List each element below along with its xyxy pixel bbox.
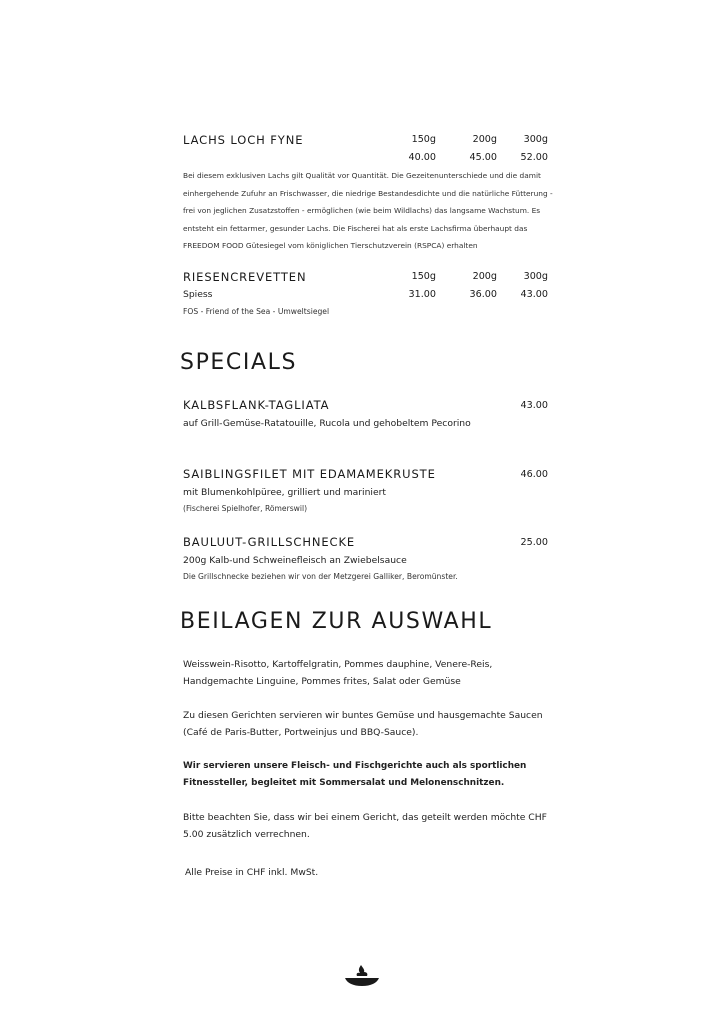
sides-paragraph-vat: Alle Preise in CHF inkl. MwSt. [185,867,319,878]
price-300g: 52.00 [520,152,548,163]
sides-paragraph-options: Weisswein-Risotto, Kartoffelgratin, Pommes dauphine, Venere-Reis, Handgemachte Linguine, Pommes frites, Salat oder Gemüse [183,659,493,687]
item-title-lachs: LACHS LOCH FYNE [183,133,304,147]
item-price-grillschnecke: 25.00 [520,537,548,548]
item-title-crevetten: RIESENCREVETTEN [183,270,307,284]
price-300g: 43.00 [520,289,548,300]
price-200g: 45.00 [469,152,497,163]
section-heading-specials: SPECIALS [180,350,298,375]
sides-paragraph-sharing: Bitte beachten Sie, dass wir bei einem Gericht, das geteilt werden möchte CHF 5.00 zusätzlich verrechnen. [183,812,547,840]
item-note-grillschnecke: Die Grillschnecke beziehen wir von der Metzgerei Galliker, Beromünster. [183,572,458,581]
price-200g: 36.00 [469,289,497,300]
item-note-saiblingsfilet: (Fischerei Spielhofer, Römerswil) [183,504,308,513]
size-200g: 200g [472,134,497,145]
sides-paragraph-sauces: Zu diesen Gerichten servieren wir buntes Gemüse und hausgemachte Saucen (Café de Paris-Butter, Portweinjus und BBQ-Sauce). [183,710,543,738]
item-note-crevetten: FOS - Friend of the Sea - Umweltsiegel [183,307,330,316]
item-title-saiblingsfilet: SAIBLINGSFILET MIT EDAMAMEKRUSTE [183,467,436,481]
item-title-grillschnecke: BAULUUT-GRILLSCHNECKE [183,535,356,549]
item-title-kalbsflank: KALBSFLANK-TAGLIATA [183,398,330,412]
item-price-saiblingsfilet: 46.00 [520,469,548,480]
size-300g: 300g [523,271,548,282]
item-subtitle-crevetten: Spiess [183,289,213,300]
flame-bowl-icon [344,962,380,988]
size-300g: 300g [523,134,548,145]
item-subtitle-kalbsflank: auf Grill-Gemüse-Ratatouille, Rucola und gehobeltem Pecorino [183,418,471,429]
item-description-lachs: Bei diesem exklusiven Lachs gilt Qualität vor Quantität. Die Gezeitenunterschiede und die damit einhergehende Zufuhr an Frischwasser, die niedrige Bestandesdichte und die natürliche Fütterung - frei von jeglichen Zusatzstoffen - ermöglichen (wie beim Wildlachs) das langsame Wachstum. Es entsteht ein fettarmer, gesunder Lachs. Die Fischerei hat als erste Lachsfirma überhaupt das FREEDOM FOOD Gütesiegel vom königlichen Tierschutzverein (RSPCA) erhalten [183,171,553,250]
size-150g: 150g [411,134,436,145]
price-150g: 40.00 [408,152,436,163]
price-150g: 31.00 [408,289,436,300]
item-price-kalbsflank: 43.00 [520,400,548,411]
item-subtitle-saiblingsfilet: mit Blumenkohlpüree, grilliert und mariniert [183,487,386,498]
section-heading-beilagen: BEILAGEN ZUR AUSWAHL [180,609,493,634]
size-150g: 150g [411,271,436,282]
item-subtitle-grillschnecke: 200g Kalb-und Schweinefleisch an Zwiebelsauce [183,555,407,566]
sides-paragraph-fitness: Wir servieren unsere Fleisch- und Fischgerichte auch als sportlichen Fitnessteller, begleitet mit Sommersalat und Melonenschnitzen. [183,761,527,788]
size-200g: 200g [472,271,497,282]
